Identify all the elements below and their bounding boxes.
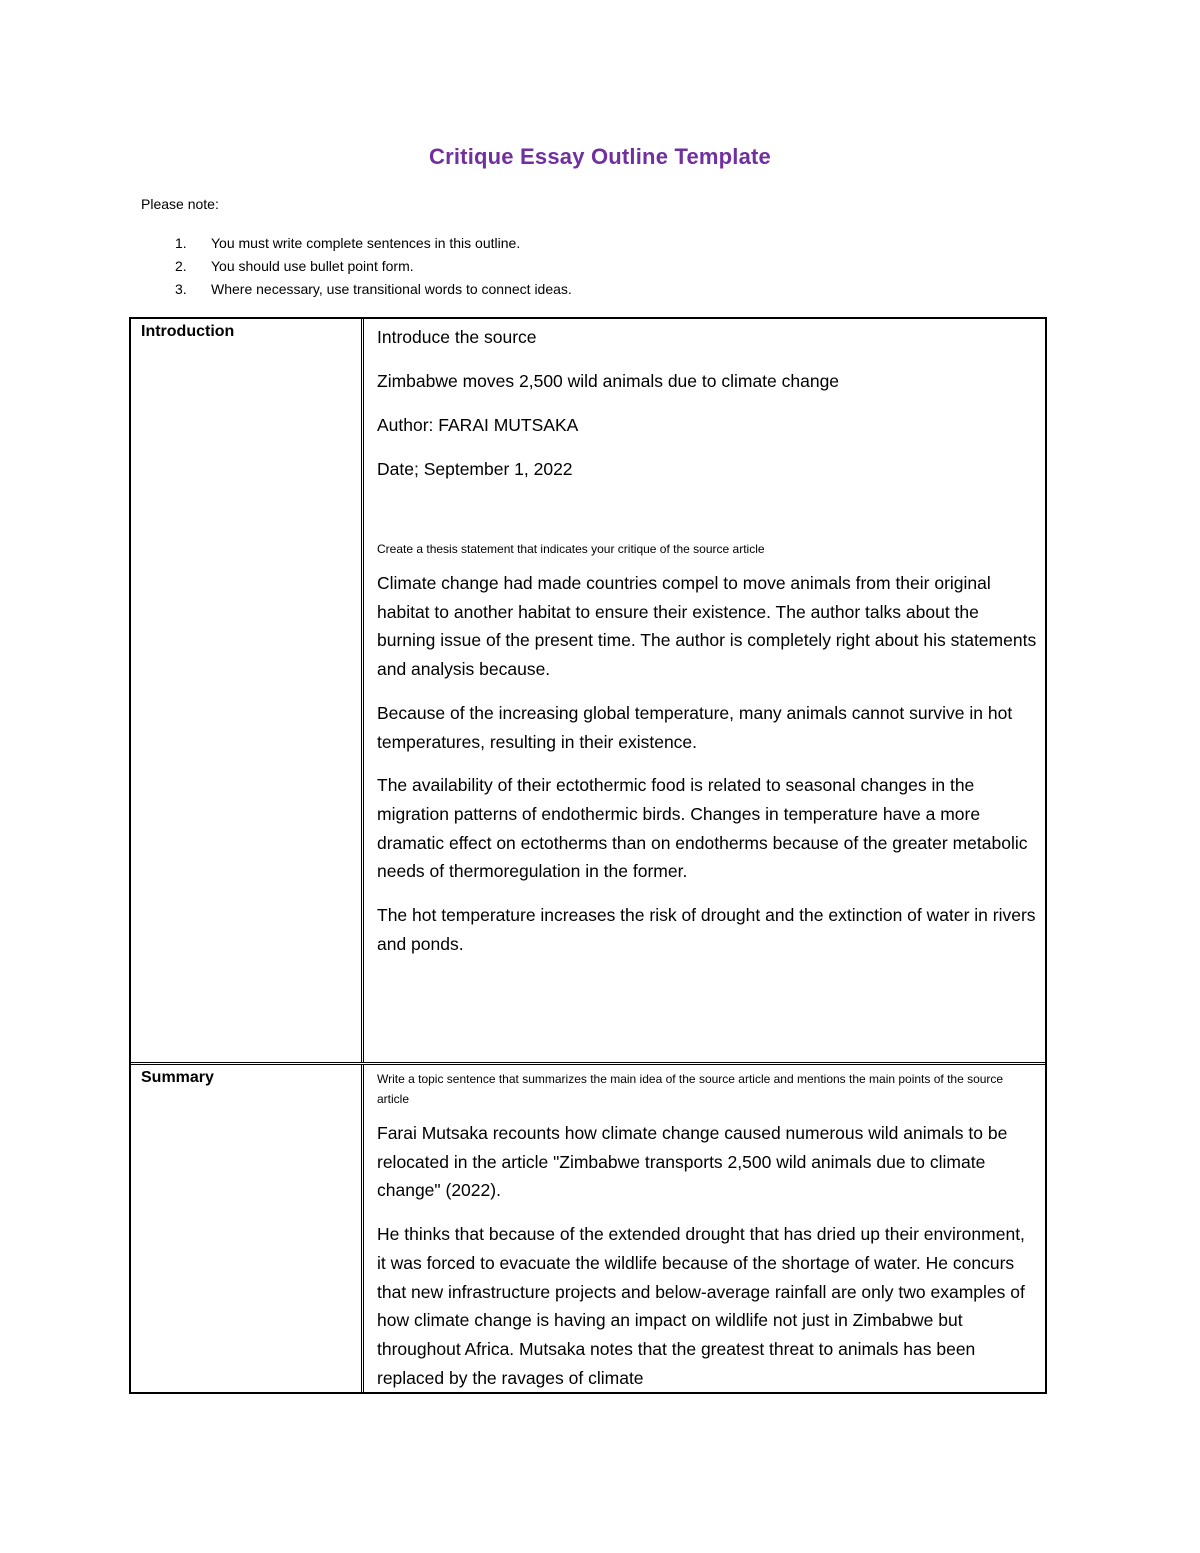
list-item: [141, 280, 572, 303]
intro-paragraph: Because of the increasing global temperature, many animals cannot survive in hot temperatures, resulting in their existence.: [377, 702, 1013, 752]
row-label-cell: [131, 1065, 364, 1392]
source-date: Date; September 1, 2022: [377, 459, 573, 479]
intro-paragraph: The hot temperature increases the risk of drought and the extinction of water in rivers and ponds.: [377, 905, 1036, 954]
page-title: Critique Essay Outline Template: [429, 144, 771, 169]
row-label-cell: [131, 319, 364, 1062]
intro-paragraph: The availability of their ectothermic food is related to seasonal changes in the migration patterns of endothermic birds. Changes in temperature have a more dramatic effect on ectotherms than on endotherms because of the greater metabolic needs of thermoregulation in the former.: [377, 775, 1028, 882]
list-number: 3.: [175, 281, 187, 297]
thesis-prompt: Create a thesis statement that indicates your critique of the source article: [377, 542, 765, 556]
source-title: Zimbabwe moves 2,500 wild animals due to climate change: [377, 371, 840, 391]
summary-label: Summary: [141, 1069, 214, 1086]
list-text: Where necessary, use transitional words to connect ideas.: [211, 281, 572, 297]
summary-paragraph: Farai Mutsaka recounts how climate change caused numerous wild animals to be relocated in the article "Zimbabwe transports 2,500 wild animals due to climate change" (2022).: [377, 1123, 1008, 1201]
introduction-label: Introduction: [141, 323, 235, 340]
outline-table: [129, 317, 1047, 1394]
note-label: Please note:: [141, 196, 219, 212]
list-number: 1.: [175, 235, 187, 251]
summary-prompt: Write a topic sentence that summarizes the main idea of the source article and mentions the main points of the source article: [377, 1072, 1004, 1106]
introduction-heading: Introduce the source: [377, 327, 537, 347]
list-text: You must write complete sentences in this outline.: [211, 235, 521, 251]
table-row-summary: [131, 1065, 1045, 1392]
introduction-content-cell: [364, 319, 1045, 1062]
spacer: [377, 499, 1037, 539]
list-text: You should use bullet point form.: [211, 258, 414, 274]
list-item: [141, 234, 572, 257]
notes-list: [141, 234, 572, 303]
list-item: [141, 257, 572, 280]
list-number: 2.: [175, 258, 187, 274]
source-author: Author: FARAI MUTSAKA: [377, 415, 579, 435]
intro-paragraph: Climate change had made countries compel to move animals from their original habitat to another habitat to ensure their existence. The author talks about the burning issue of the present time. The author is completely right about his statements and analysis because.: [377, 573, 1037, 680]
table-row-introduction: [131, 319, 1045, 1065]
summary-paragraph: He thinks that because of the extended drought that has dried up their environment, it was forced to evacuate the wildlife because of the shortage of water. He concurs that new infrastructure projects and below-average rainfall are only two examples of how climate change is having an impact on wildlife not just in Zimbabwe but throughout Africa. Mutsaka notes that the greatest threat to animals has been replaced by the ravages of climate: [377, 1224, 1025, 1388]
summary-content-cell: [364, 1065, 1045, 1392]
